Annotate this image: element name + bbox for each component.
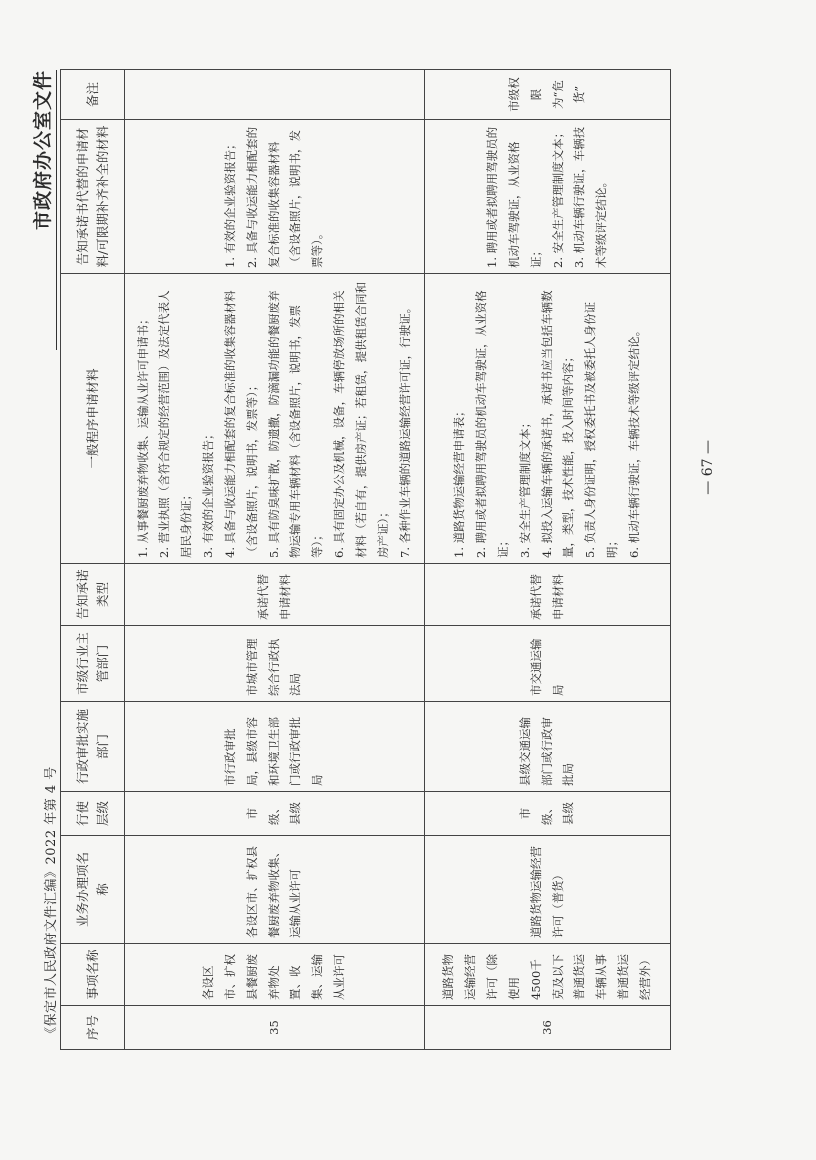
cell-level: 市级、县级	[425, 792, 671, 836]
material-line: 3. 有效的企业验资报告；	[201, 428, 216, 558]
material-line: 4. 具备与收运能力相配套的复合标准的收集容器材料（含设备照片，说明书，发票等）；	[222, 290, 259, 558]
material-line: 1. 从事餐厨废弃物收集、运输从业许可申请书；	[135, 313, 150, 558]
material-line: 4. 拟投入运输车辆的承诺书，承诺书应当包括车辆数量，类型，技术性能，投入时间等内容；	[539, 290, 576, 558]
cell-materials	[425, 274, 671, 564]
material-line: 7. 各种作业车辆的道路运输经营许可证，行驶证。	[397, 301, 412, 558]
material-line: 6. 机动车辆行驶证，车辆技术等级评定结论。	[626, 324, 641, 558]
cell-note: 市级权限为“危货”	[425, 70, 671, 120]
col-header-level: 行使层级	[61, 792, 125, 836]
col-header-materials: 一般程序申请材料	[61, 274, 125, 564]
cell-item: 道路货物运输经营许可（除使用4500千克及以下普通货运车辆从事普通货运经营外）	[425, 944, 671, 1006]
material-line: 5. 具有防臭味扩散，防遗撒，防滴漏功能的餐厨废弃物运输专用车辆材料（含设备照片，说明书，发票等）；	[266, 290, 325, 558]
col-header-approval-dept: 行政审批实施部门	[61, 702, 125, 792]
cell-supervisor: 市城市管理综合行政执法局	[125, 626, 425, 702]
table-row	[425, 70, 671, 1050]
header-rule	[56, 70, 57, 350]
cell-materials	[125, 274, 425, 564]
material-line: 6. 具有固定办公及机械，设备，车辆停放场所的相关材料（若自有，提供房产证；若租赁，提供租赁合同和房产证）；	[332, 282, 390, 558]
cell-approval-dept: 县级交通运输部门或行政审批局	[425, 702, 671, 792]
cell-replaced	[425, 120, 671, 274]
cell-business: 道路货物运输经营许可（普货）	[425, 836, 671, 944]
col-header-supervisor: 市级行业主管部门	[61, 626, 125, 702]
material-line: 2. 营业执照（含符合规定的经营范围）及法定代表人居民身份证；	[157, 290, 194, 558]
col-header-note: 备注	[61, 70, 125, 120]
col-header-promise-type: 告知承诺类型	[61, 564, 125, 626]
cell-level: 市级、县级	[125, 792, 425, 836]
cell-business: 各设区市、扩权县餐厨废弃物收集、运输从业许可	[125, 836, 425, 944]
cell-replaced	[125, 120, 425, 274]
cell-supervisor: 市交通运输局	[425, 626, 671, 702]
replaced-line: 1. 聘用或者拟聘用驾驶员的机动车驾驶证，从业资格证；	[484, 126, 543, 268]
col-header-business: 业务办理项名 称	[61, 836, 125, 944]
material-line: 1. 道路货物运输经营申请表；	[452, 405, 467, 558]
replaced-line: 3. 机动车辆行驶证，车辆技术等级评定结论。	[572, 126, 609, 268]
material-line: 2. 聘用或者拟聘用驾驶员的机动车驾驶证，从业资格证；	[474, 290, 510, 558]
office-title: 市政府办公室文件	[32, 70, 54, 231]
material-line: 3. 安全生产管理制度文本；	[517, 416, 532, 558]
approval-items-table	[60, 69, 671, 1050]
replaced-line: 2. 安全生产管理制度文本；	[550, 126, 565, 268]
cell-promise-type: 承诺代替申请材料	[425, 564, 671, 626]
table-header-row	[61, 70, 125, 1050]
page-number: — 67 —	[700, 440, 716, 495]
running-title: 《保定市人民政府文件汇编》2022 年第 4 号	[44, 766, 59, 1040]
col-header-no: 序号	[61, 1006, 125, 1050]
cell-approval-dept: 市行政审批局，县级市容和环境卫生部门或行政审批局	[125, 702, 425, 792]
cell-item: 各设区市、扩权县餐厨废弃物处置、收集、运输从业许可	[125, 944, 425, 1006]
replaced-line: 1. 有效的企业验资报告；	[222, 138, 237, 268]
cell-note	[125, 70, 425, 120]
col-header-replaced: 告知承诺书代替的申请材料/可限期补齐补全的材料	[61, 120, 125, 274]
table-row	[125, 70, 425, 1050]
cell-promise-type: 承诺代替申请材料	[125, 564, 425, 626]
col-header-item: 事项名称	[61, 944, 125, 1006]
cell-no: 36	[425, 1006, 671, 1050]
material-line: 5. 负责人身份证明，授权委托书及被委托人身份证明；	[583, 301, 620, 558]
replaced-line: 2. 具备与收运能力相配套的复合标准的收集容器材料（含设备照片，说明书，发票等）。	[244, 126, 325, 268]
cell-no: 35	[125, 1006, 425, 1050]
